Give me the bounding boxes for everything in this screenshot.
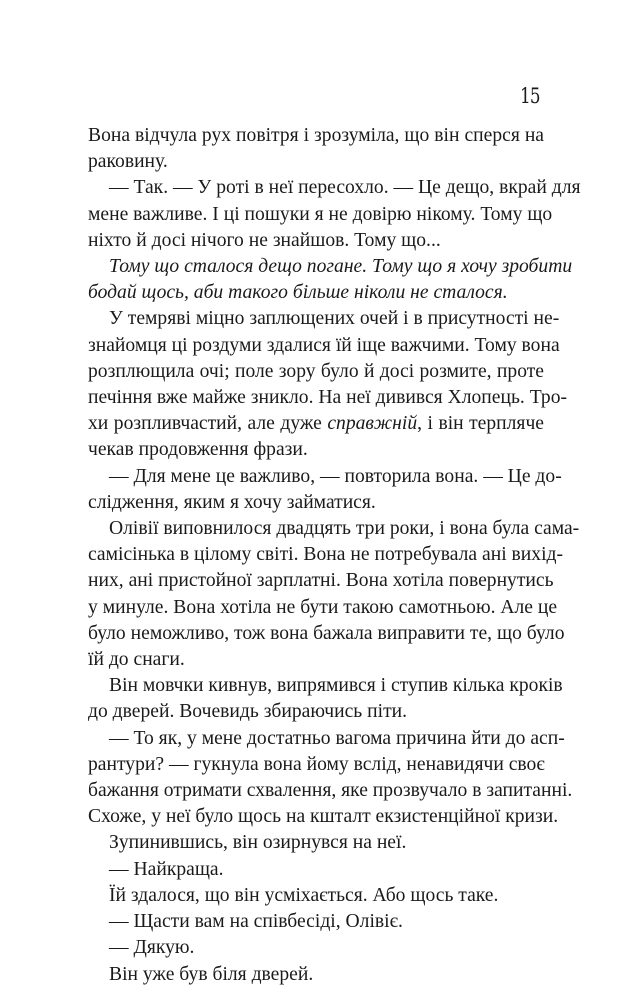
text-segment: — Для мене це важливо, — повторила вона. — Це до-: [109, 465, 562, 487]
text-line: [88, 175, 581, 201]
text-segment: Олівії виповнилося двадцять три роки, і вона була сама-: [109, 518, 580, 540]
text-segment: Тому що сталося дещо погане. Тому що я хочу зробити: [109, 256, 573, 278]
text-line: [88, 123, 544, 149]
text-segment: у минуле. Вона хотіла не бути такою самотньою. Але це: [88, 596, 558, 618]
text-segment: раковину.: [88, 151, 168, 173]
text-line: [88, 647, 544, 673]
text-segment: знайомця ці роздуми здалися їй іще важчими. Тому вона: [88, 334, 560, 356]
text-line: [88, 228, 544, 254]
text-segment: бодай щось, аби такого більше ніколи не сталося.: [88, 282, 508, 304]
text-line: [88, 437, 544, 463]
text-line: [88, 726, 565, 752]
text-line: [88, 621, 565, 647]
text-line: [88, 254, 573, 280]
text-line: [88, 411, 544, 437]
text-segment: рантури? — гукнула вона йому вслід, ненавидячи своє: [88, 753, 545, 775]
text-segment: — Дякую.: [109, 937, 195, 959]
text-segment: було неможливо, тож вона бажала виправити те, що було: [88, 622, 565, 644]
text-line: [88, 699, 544, 725]
text-segment: них, ані пристойної зарплатні. Вона хотіла повернутись: [88, 570, 554, 592]
text-segment: печіння вже майже зникло. На неї дивився Хлопець. Тро-: [88, 387, 568, 409]
text-line: [88, 149, 544, 175]
text-segment: чекав продовження фрази.: [88, 439, 308, 461]
text-segment: Їй здалося, що він усміхається. Або щось таке.: [109, 884, 499, 906]
text-line: [88, 542, 564, 568]
text-line: [88, 857, 544, 883]
text-line: [88, 385, 568, 411]
text-segment: У темряві міцно заплющених очей і в присутності не-: [109, 308, 560, 330]
text-segment: ніхто й досі нічого не знайшов. Тому що...: [88, 229, 441, 251]
text-line: [88, 673, 563, 699]
text-line: [88, 883, 544, 909]
text-line: [88, 778, 573, 804]
body-text: [88, 123, 581, 988]
text-line: [88, 804, 559, 830]
text-segment: хи розпливчастий, але дуже: [88, 413, 328, 435]
text-segment: самісінька в цілому світі. Вона не потребувала ані вихід-: [88, 544, 564, 566]
text-segment: — Так. — У роті в неї пересохло. — Це дещо, вкрай для: [109, 177, 581, 199]
text-line: [88, 333, 560, 359]
text-line: [88, 962, 544, 988]
text-segment: бажання отримати схвалення, яке прозвучало в запитанні.: [88, 780, 573, 802]
page-number: 15: [520, 84, 540, 108]
text-line: [88, 306, 560, 332]
text-segment: — Найкраща.: [109, 858, 224, 880]
text-segment: — Щасти вам на співбесіді, Олівіє.: [109, 911, 403, 933]
text-segment: Вона відчула рух повітря і зрозуміла, що він сперся на: [88, 125, 544, 146]
text-segment: Він мовчки кивнув, випрямився і ступив кілька кроків: [109, 675, 563, 697]
text-segment: , і він терпляче: [417, 413, 544, 435]
emphasized-text: справжній: [327, 413, 418, 435]
text-segment: мене важливе. І ці пошуки я не довірю нікому. Тому що: [88, 203, 553, 225]
text-line: [88, 595, 558, 621]
text-line: [88, 909, 544, 935]
text-line: [88, 490, 544, 516]
text-line: [88, 752, 544, 778]
text-line: [88, 830, 544, 856]
text-line: [88, 568, 554, 594]
text-segment: — То як, у мене достатньо вагома причина йти до асп-: [109, 727, 565, 749]
text-segment: Він уже був біля дверей.: [109, 963, 314, 985]
text-line: [88, 202, 553, 228]
text-line: [88, 935, 544, 961]
text-line: [88, 359, 544, 385]
text-line: [88, 280, 544, 306]
text-segment: їй до снаги.: [88, 649, 185, 671]
text-segment: Схоже, у неї було щось на кшталт екзистенційної кризи.: [88, 806, 559, 828]
text-line: [88, 464, 562, 490]
text-line: [88, 516, 580, 542]
text-segment: Зупинившись, він озирнувся на неї.: [109, 832, 407, 854]
text-segment: слідження, яким я хочу займатися.: [88, 491, 376, 513]
text-segment: розплющила очі; поле зору було й досі розмите, проте: [88, 360, 544, 382]
text-segment: до дверей. Вочевидь збираючись піти.: [88, 701, 408, 723]
